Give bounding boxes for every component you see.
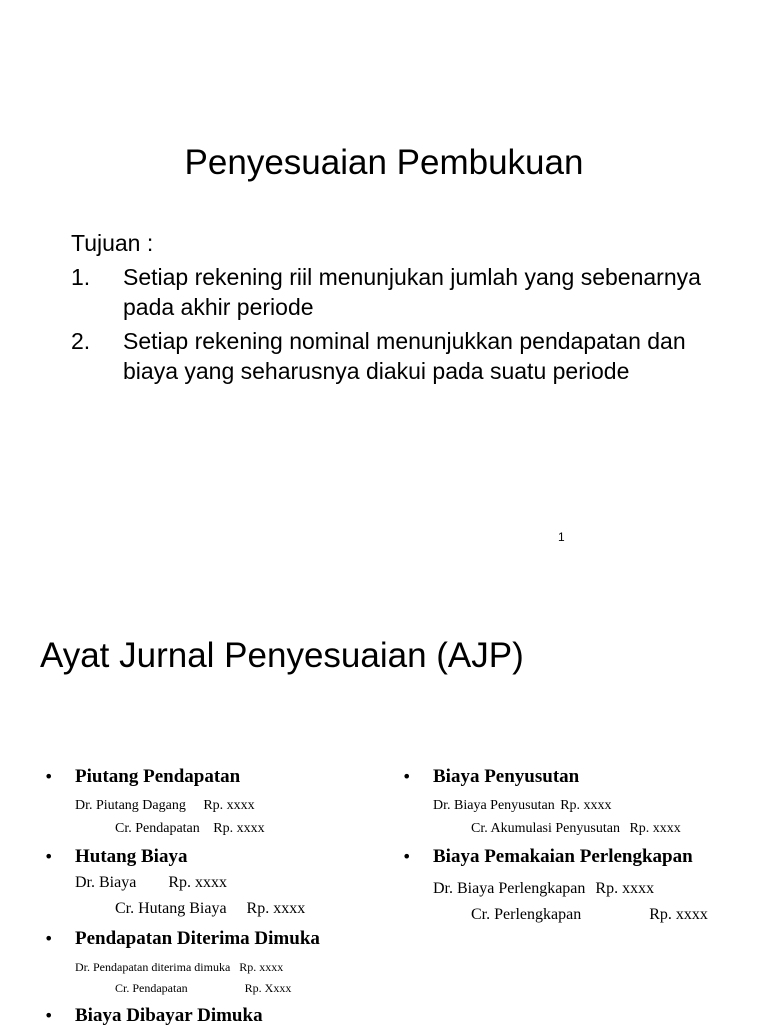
journal-entry-piutang-pendapatan [44, 764, 374, 840]
credit-amount: Rp. xxxx [213, 821, 265, 836]
entry-heading: Hutang Biaya [75, 846, 188, 867]
credit-account: Cr. Akumulasi Penyusutan [471, 821, 620, 836]
bullet-icon: • [44, 929, 54, 948]
page-number: 1 [558, 530, 565, 544]
slide-2 [0, 576, 768, 1024]
debit-account: Dr. Biaya Penyusutan [433, 798, 555, 813]
credit-account: Cr. Pendapatan [115, 981, 188, 995]
debit-amount: Rp. xxxx [168, 874, 227, 891]
debit-amount: Rp. xxxx [560, 798, 612, 813]
debit-line [75, 957, 374, 978]
credit-line [433, 817, 768, 840]
intro-label: Tujuan : [71, 230, 154, 256]
debit-account: Dr. Piutang Dagang [75, 798, 186, 813]
credit-amount: Rp. xxxx [649, 906, 708, 923]
debit-line [75, 794, 374, 817]
list-item [71, 262, 721, 322]
debit-amount: Rp. xxxx [595, 880, 655, 897]
slide-title: Ayat Jurnal Penyesuaian (AJP) [40, 636, 524, 675]
debit-line [75, 870, 374, 896]
journal-entry-biaya-pemakaian-perlengkapan [402, 844, 768, 928]
journal-entry-biaya-penyusutan [402, 764, 768, 840]
entry-heading: Biaya Pemakaian Perlengkapan [433, 846, 693, 867]
bullet-icon: • [44, 1006, 54, 1025]
journal-entry-biaya-dibayar-dimuka [44, 1003, 374, 1029]
journal-entry-hutang-biaya [44, 844, 374, 922]
entry-heading: Biaya Penyusutan [433, 766, 580, 787]
credit-account: Cr. Pendapatan [115, 821, 200, 836]
bullet-icon: • [402, 847, 412, 866]
debit-amount: Rp. xxxx [239, 960, 284, 974]
bullet-icon: • [44, 767, 54, 786]
credit-line [75, 978, 374, 999]
debit-line [433, 876, 768, 902]
credit-line [75, 817, 374, 840]
debit-line [433, 794, 768, 817]
item-number: 1. [71, 264, 91, 290]
item-text: Setiap rekening riil menunjukan jumlah yang sebenarnya pada akhir periode [123, 264, 701, 320]
right-column [402, 764, 768, 928]
debit-account: Dr. Biaya Perlengkapan [433, 880, 586, 897]
credit-amount: Rp. Xxxx [244, 981, 292, 995]
objective-list [71, 262, 721, 390]
credit-amount: Rp. xxxx [246, 900, 306, 917]
entry-heading: Pendapatan Diterima Dimuka [75, 928, 320, 949]
entry-heading: Biaya Dibayar Dimuka [75, 1005, 263, 1026]
journal-entry-pendapatan-diterima-dimuka [44, 926, 374, 999]
debit-account: Dr. Biaya [75, 874, 137, 891]
slide-title: Penyesuaian Pembukuan [184, 143, 584, 182]
debit-account: Dr. Pendapatan diterima dimuka [75, 960, 231, 974]
item-text: Setiap rekening nominal menunjukkan pendapatan dan biaya yang seharusnya diakui pada suatu periode [123, 328, 686, 384]
bullet-icon: • [44, 847, 54, 866]
credit-line [75, 896, 374, 922]
debit-amount: Rp. xxxx [203, 798, 255, 813]
entry-heading: Piutang Pendapatan [75, 766, 241, 787]
credit-amount: Rp. xxxx [629, 821, 681, 836]
credit-account: Cr. Perlengkapan [471, 906, 582, 923]
item-number: 2. [71, 328, 91, 354]
credit-account: Cr. Hutang Biaya [115, 900, 227, 917]
bullet-icon: • [402, 767, 412, 786]
list-item [71, 326, 721, 386]
left-column [44, 764, 374, 1029]
credit-line [433, 902, 768, 928]
